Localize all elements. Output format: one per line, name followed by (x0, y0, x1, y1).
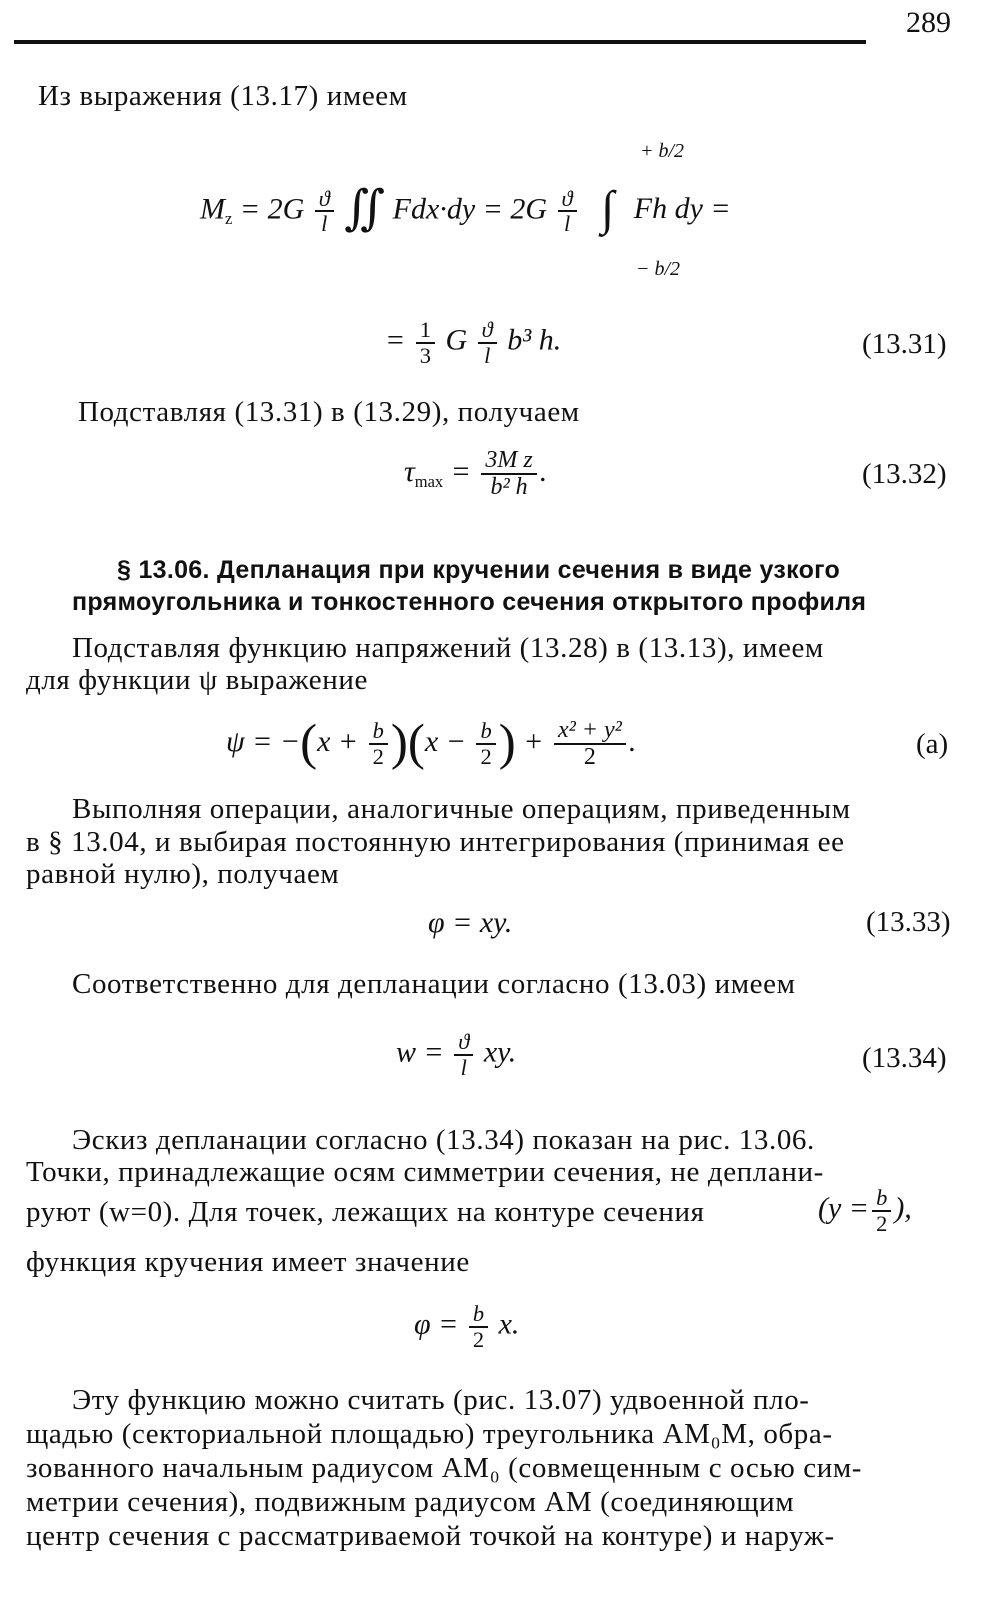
integral-sign: ∫ (601, 182, 615, 235)
para-sketch-line-4: функция кручения имеет значение (26, 1246, 470, 1278)
theta-over-l-4: $\frac{ϑ}{l}$ (454, 1030, 473, 1079)
intro-line: Из выражения (13.17) имеем (38, 80, 408, 112)
eq-number-13-33: (13.33) (866, 906, 951, 938)
theta-over-l-3: $\frac{ϑ}{l}$ (478, 318, 497, 367)
equation-13-34 (396, 1030, 516, 1079)
para-last-line-5: центр сечения с рассматриваемой точкой на контуре) и наруж- (26, 1520, 835, 1552)
paren-open-2: ( (407, 715, 425, 771)
para-last-line-4: метрии сечения), подвижным радиусом AM (соединяющим (26, 1486, 795, 1518)
para-psi-line-1: Подставляя функцию напряжений (13.28) в (13.13), имеем (72, 632, 824, 664)
term-1: x + (317, 724, 359, 758)
eq-number-a: (a) (916, 728, 949, 760)
one-third: $\frac{1}{3}$ (416, 318, 435, 367)
upper-limit: + b/2 (640, 140, 685, 162)
phi-tail: x. (498, 1307, 520, 1341)
para-sketch-line-1: Эскиз депланации согласно (13.34) показан на рис. 13.06. (72, 1124, 815, 1156)
eq-13-32-fraction: $\frac{\text{3M z}}{\text{b² h}}$ (481, 448, 536, 500)
lower-limit: − b/2 (636, 258, 681, 280)
eq-13-31-tail: b³ h. (507, 323, 562, 357)
section-heading-line-2: прямоугольника и тонкостенного сечения открытого профиля (72, 588, 867, 616)
equation-13-32 (404, 448, 547, 500)
mz-lhs: M (200, 192, 225, 226)
eq-13-31-lead: = (385, 323, 406, 357)
eq-number-13-31: (13.31) (862, 328, 947, 360)
tau-sub: max (414, 471, 444, 491)
section-heading-line-1: § 13.06. Депланация при кручении сечения в виде узкого (117, 556, 841, 584)
w-lhs: w = (396, 1035, 444, 1069)
plus-sign: + (523, 724, 544, 758)
mz-lhs-sub: z (225, 209, 233, 229)
eq-13-32-tail: . (539, 455, 548, 489)
paren-close-2: ) (498, 715, 516, 771)
eq-13-32-eq: = (450, 455, 471, 489)
theta-over-l-2: $\frac{ϑ}{l}$ (558, 187, 577, 236)
eq-number-13-34: (13.34) (862, 1042, 947, 1074)
phi-b-over-2: $\frac{b}{2}$ (469, 1302, 488, 1351)
equation-13-33: φ = xy. (428, 906, 513, 939)
equation-mz (200, 180, 731, 236)
eq-a-tail: . (628, 724, 637, 758)
para-last-line-1: Эту функцию можно считать (рис. 13.07) удвоенной пло- (72, 1384, 810, 1416)
equation-a (226, 714, 636, 772)
mz-part1: = 2G (239, 192, 305, 226)
inline-y-equals-b-over-2 (818, 1186, 912, 1235)
para-ops-line-1: Выполняя операции, аналогичные операциям, приведенным (72, 793, 851, 825)
b-over-2-a2: $\frac{b}{2}$ (476, 719, 495, 768)
inline-close: ), (894, 1191, 912, 1225)
tau: τ (404, 455, 415, 489)
eq-13-34-tail: xy. (483, 1035, 517, 1069)
paren-open-1: ( (300, 715, 318, 771)
para-sketch-line-2: Точки, принадлежащие осям симметрии сечения, не деплани- (26, 1156, 824, 1188)
para-psi-line-2: для функции ψ выражение (26, 664, 368, 696)
top-rule (14, 40, 866, 44)
mz-part2: Fdx·dy = 2G (392, 192, 548, 226)
para-substitute-1: Подставляя (13.31) в (13.29), получаем (78, 396, 580, 428)
inline-open: (y = (818, 1191, 870, 1225)
theta-over-l-1: $\frac{ϑ}{l}$ (315, 187, 334, 236)
para-accordingly: Соответственно для депланации согласно (13.03) имеем (72, 968, 796, 1000)
page-number: 289 (906, 6, 951, 39)
para-sketch-line-3: руют (w=0). Для точек, лежащих на контуре сечения (26, 1196, 705, 1228)
para-last-line-2: щадью (секториальной площадью) треугольника AM₀M, обра- (26, 1418, 833, 1450)
eq-number-13-32: (13.32) (862, 458, 947, 490)
double-integral-sign: ∬ (344, 182, 386, 235)
para-last-line-3: зованного начальным радиусом AM₀ (совмещенным с осью сим- (26, 1452, 863, 1484)
term-2: x − (424, 724, 466, 758)
paren-close-1: ) (390, 715, 408, 771)
mz-part3: Fh dy = (633, 192, 731, 226)
para-ops-line-2: в § 13.04, и выбирая постоянную интегрирования (принимая ее (26, 826, 845, 858)
b-over-2-a1: $\frac{b}{2}$ (369, 719, 388, 768)
equation-13-31 (385, 318, 561, 367)
eq-13-31-g: G (445, 323, 468, 357)
inline-b-over-2: $\frac{b}{2}$ (872, 1186, 891, 1235)
para-ops-line-3: равной нулю), получаем (26, 858, 340, 890)
psi-lhs: ψ = − (226, 724, 301, 758)
phi-lhs: φ = (414, 1307, 459, 1341)
xy-over-2: $\frac{\text{x² + y²}}{2}$ (554, 718, 626, 770)
equation-phi-b2x (414, 1302, 519, 1351)
